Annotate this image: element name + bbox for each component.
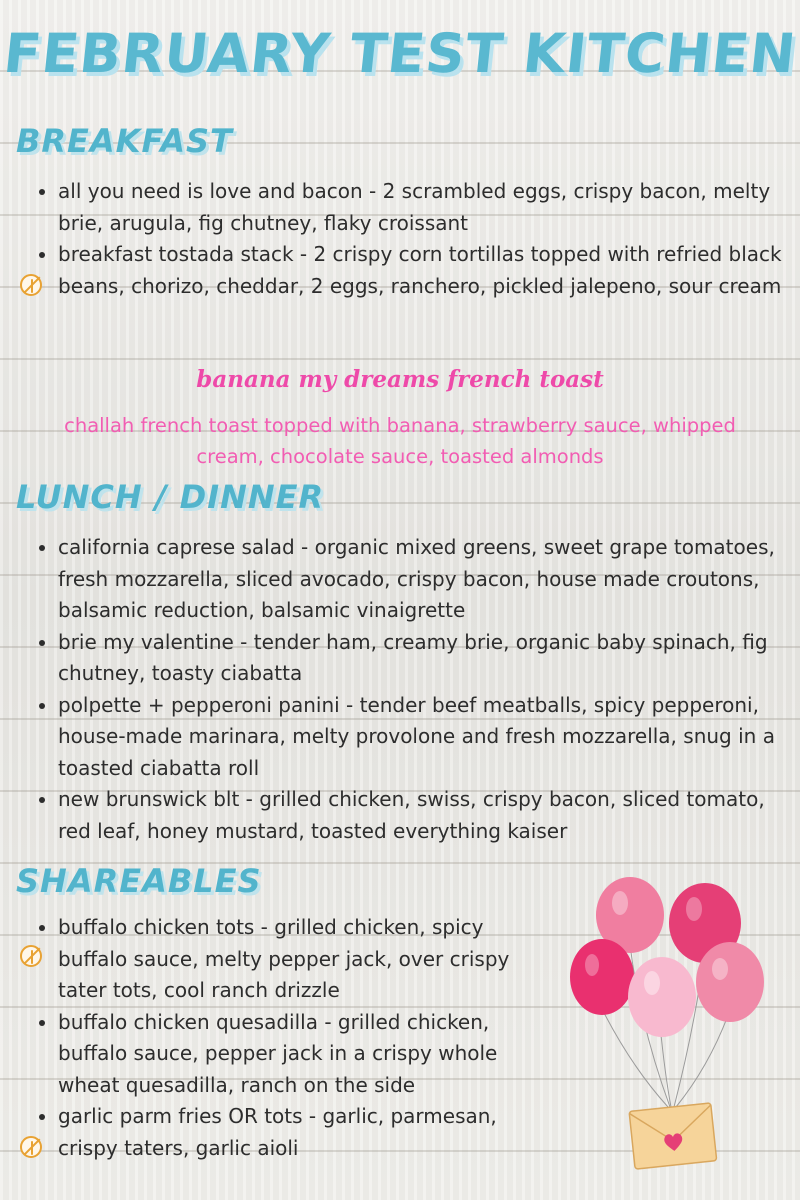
gluten-free-icon (20, 945, 42, 967)
section-heading-lunch-dinner: LUNCH / DINNER (16, 478, 325, 516)
section-heading-breakfast: BREAKFAST (16, 122, 233, 160)
gluten-free-icon (20, 274, 42, 296)
menu-item: • brie my valentine - tender ham, creamy brie, organic baby spinach, fig chutney, toasty ciabatta (58, 627, 793, 690)
balloons-envelope-icon (570, 875, 780, 1175)
menu-item: • breakfast tostada stack - 2 crispy corn tortillas topped with refried black beans, chorizo, cheddar, 2 eggs, ranchero, pickled jalepeno, sour cream (58, 239, 798, 302)
lunch-dinner-list (38, 532, 793, 847)
menu-item: • new brunswick blt - grilled chicken, swiss, crispy bacon, sliced tomato, red leaf, honey mustard, toasted everything kaiser (58, 784, 793, 847)
page-title: FEBRUARY TEST KITCHEN (0, 22, 800, 85)
gluten-free-icon (20, 1136, 42, 1158)
menu-item: • all you need is love and bacon - 2 scrambled eggs, crispy bacon, melty brie, arugula, fig chutney, flaky croissant (58, 176, 798, 239)
menu-item: • garlic parm fries OR tots - garlic, parmesan, crispy taters, garlic aioli (58, 1101, 538, 1164)
section-heading-shareables: SHAREABLES (16, 862, 262, 900)
menu-item: • buffalo chicken quesadilla - grilled chicken, buffalo sauce, pepper jack in a crispy whole wheat quesadilla, ranch on the side (58, 1007, 538, 1102)
menu-item: • california caprese salad - organic mixed greens, sweet grape tomatoes, fresh mozzarella, sliced avocado, crispy bacon, house made croutons, balsamic reduction, balsamic vinaigrette (58, 532, 793, 627)
menu-item: • buffalo chicken tots - grilled chicken, spicy buffalo sauce, melty pepper jack, over crispy tater tots, cool ranch drizzle (58, 912, 538, 1007)
breakfast-list (38, 176, 798, 302)
special-title: banana my dreams french toast (196, 366, 604, 393)
special-description: challah french toast topped with banana, strawberry sauce, whipped cream, chocolate sauce, toasted almonds (64, 414, 736, 468)
menu-item: • polpette + pepperoni panini - tender beef meatballs, spicy pepperoni, house-made marinara, melty provolone and fresh mozzarella, snug in a toasted ciabatta roll (58, 690, 793, 785)
shareables-list (38, 912, 538, 1164)
